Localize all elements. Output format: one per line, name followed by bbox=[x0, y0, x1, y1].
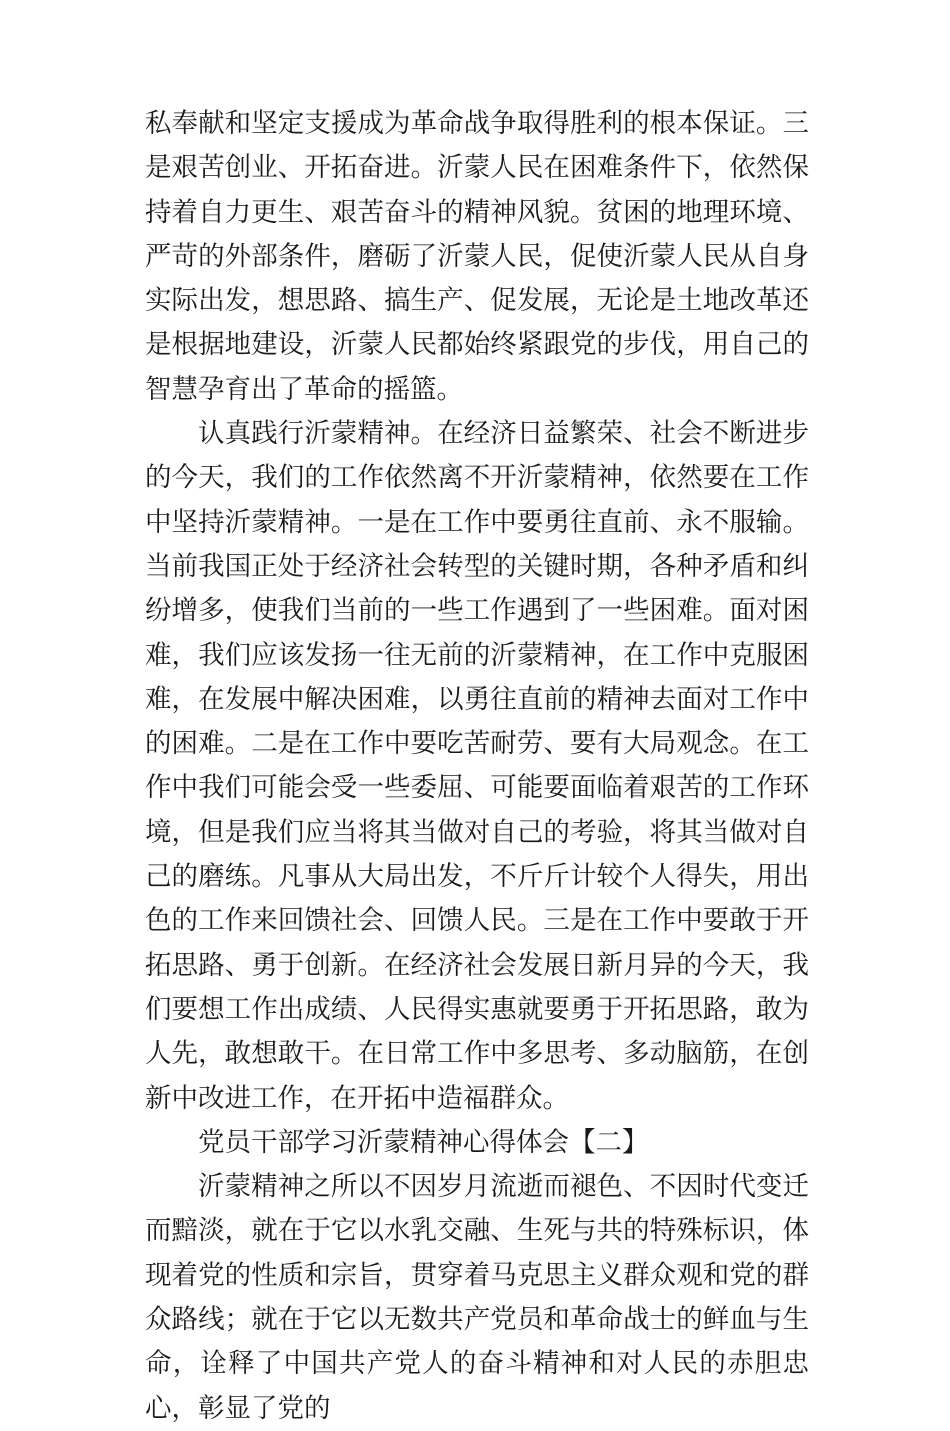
document-page bbox=[145, 102, 809, 1431]
body-paragraph: 沂蒙精神之所以不因岁月流逝而褪色、不因时代变迁而黯淡，就在于它以水乳交融、生死与共的特殊标识，体现着党的性质和宗旨，贯穿着马克思主义群众观和党的群众路线；就在于它以无数共产党员和革命战士的鲜血与生命，诠释了中国共产党人的奋斗精神和对人民的赤胆忠心，彰显了党的 bbox=[145, 1171, 809, 1424]
body-paragraph: 私奉献和坚定支援成为革命战争取得胜利的根本保证。三是艰苦创业、开拓奋进。沂蒙人民在困难条件下，依然保持着自力更生、艰苦奋斗的精神风貌。贫困的地理环境、严苛的外部条件，磨砺了沂蒙人民，促使沂蒙人民从自身实际出发，想思路、搞生产、促发展，无论是土地改革还是根据地建设，沂蒙人民都始终紧跟党的步伐，用自己的智慧孕育出了革命的摇篮。 bbox=[145, 108, 809, 405]
body-paragraph: 认真践行沂蒙精神。在经济日益繁荣、社会不断进步的今天，我们的工作依然离不开沂蒙精神，依然要在工作中坚持沂蒙精神。一是在工作中要勇往直前、永不服输。当前我国正处于经济社会转型的关键时期，各种矛盾和纠纷增多，使我们当前的一些工作遇到了一些困难。面对困难，我们应该发扬一往无前的沂蒙精神，在工作中克服困难，在发展中解决困难，以勇往直前的精神去面对工作中的困难。二是在工作中要吃苦耐劳、要有大局观念。在工作中我们可能会受一些委屈、可能要面临着艰苦的工作环境，但是我们应当将其当做对自己的考验，将其当做对自己的磨练。凡事从大局出发，不斤斤计较个人得失，用出色的工作来回馈社会、回馈人民。三是在工作中要敢于开拓思路、勇于创新。在经济社会发展日新月异的今天，我们要想工作出成绩、人民得实惠就要勇于开拓思路，敢为人先，敢想敢干。在日常工作中多思考、多动脑筋，在创新中改进工作，在开拓中造福群众。 bbox=[145, 418, 809, 1114]
section-heading: 党员干部学习沂蒙精神心得体会【二】 bbox=[198, 1126, 649, 1158]
